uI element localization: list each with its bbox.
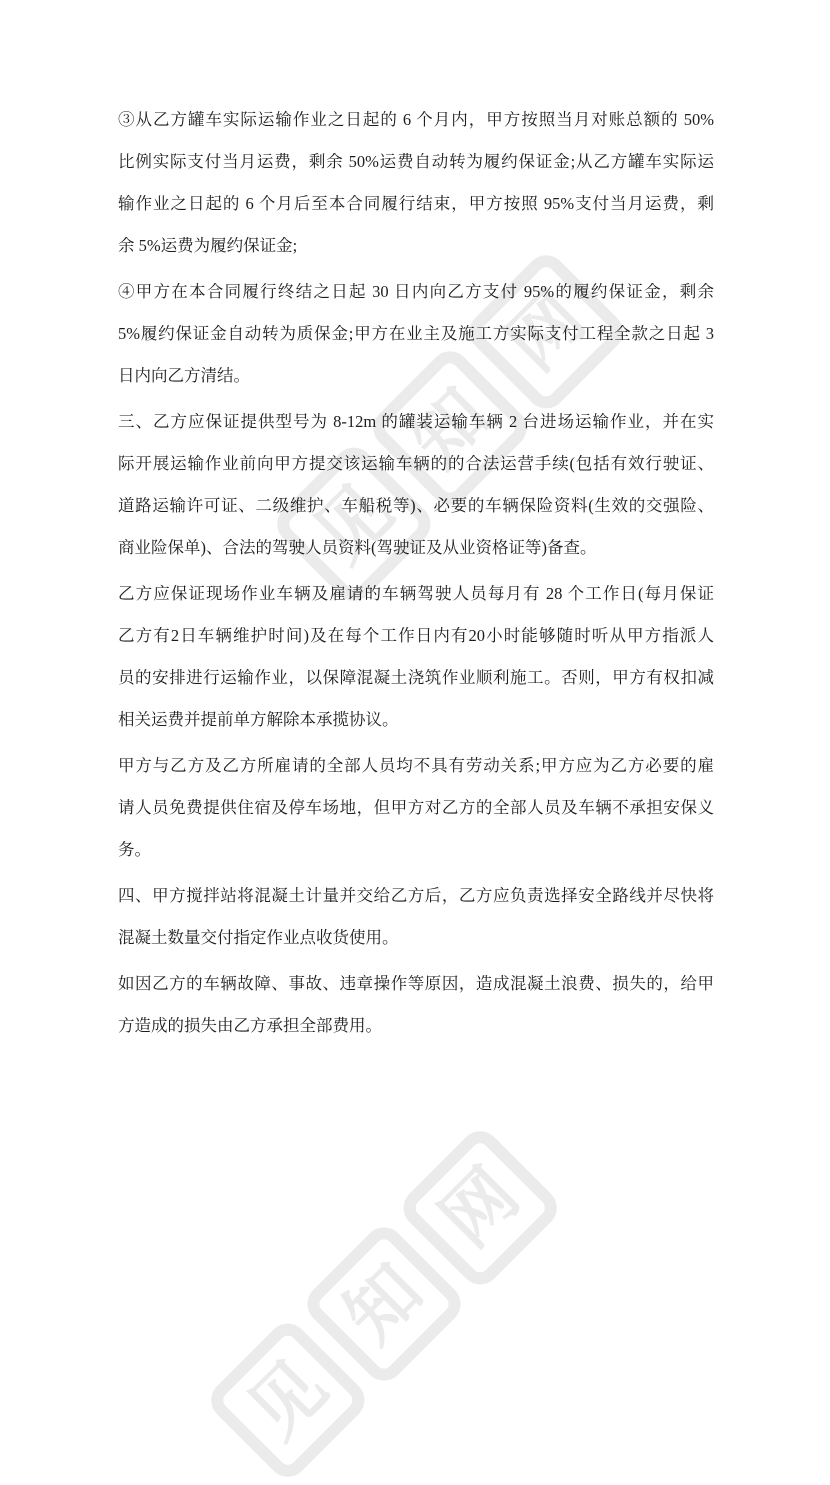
paragraph-line: 5%履约保证金自动转为质保金;甲方在业主及施工方实际支付工程全款之日起 3 bbox=[118, 324, 714, 343]
paragraph-line: 四、甲方搅拌站将混凝土计量并交给乙方后，乙方应负责选择安全路线并尽快将 bbox=[118, 886, 714, 905]
watermark-tile: 网 bbox=[395, 1123, 565, 1293]
paragraph bbox=[118, 401, 714, 569]
watermark-bottom bbox=[203, 1123, 565, 1485]
paragraph-line: 道路运输许可证、二级维护、车船税等)、必要的车辆保险资料(生效的交强险、 bbox=[118, 496, 714, 515]
paragraph-line: 务。 bbox=[118, 840, 151, 859]
paragraph-line: 商业险保单)、合法的驾驶人员资料(驾驶证及从业资格证等)备查。 bbox=[118, 538, 597, 557]
watermark-tile: 见 bbox=[203, 1315, 373, 1485]
watermark-tile: 知 bbox=[299, 1219, 469, 1389]
paragraph-line: 三、乙方应保证提供型号为 8-12m 的罐装运输车辆 2 台进场运输作业，并在实 bbox=[118, 412, 714, 431]
paragraph-line: 方造成的损失由乙方承担全部费用。 bbox=[118, 1016, 382, 1035]
paragraph bbox=[118, 271, 714, 397]
paragraph-line: 比例实际支付当月运费，剩余 50%运费自动转为履约保证金;从乙方罐车实际运 bbox=[118, 152, 714, 171]
paragraph-line: 混凝土数量交付指定作业点收货使用。 bbox=[118, 928, 399, 947]
paragraph-line: ④甲方在本合同履行终结之日起 30 日内向乙方支付 95%的履约保证金，剩余 bbox=[118, 282, 714, 301]
watermark-tile: 见 bbox=[269, 439, 439, 609]
paragraph-line: 输作业之日起的 6 个月后至本合同履行结束，甲方按照 95%支付当月运费，剩 bbox=[118, 194, 714, 213]
paragraph-line: 际开展运输作业前向甲方提交该运输车辆的的合法运营手续(包括有效行驶证、 bbox=[118, 454, 714, 473]
paragraph-line: 乙方有2日车辆维护时间)及在每个工作日内有20小时能够随时听从甲方指派人 bbox=[118, 626, 714, 645]
paragraph bbox=[118, 573, 714, 741]
paragraph-line: 相关运费并提前单方解除本承揽协议。 bbox=[118, 710, 399, 729]
paragraph bbox=[118, 745, 714, 871]
paragraph-line: 甲方与乙方及乙方所雇请的全部人员均不具有劳动关系;甲方应为乙方必要的雇 bbox=[118, 756, 714, 775]
paragraph bbox=[118, 875, 714, 959]
paragraph bbox=[118, 963, 714, 1047]
watermark-tile: 知 bbox=[365, 343, 535, 513]
contract-text bbox=[118, 99, 714, 1051]
paragraph-line: 乙方应保证现场作业车辆及雇请的车辆驾驶人员每月有 28 个工作日(每月保证 bbox=[118, 584, 714, 603]
paragraph-line: 员的安排进行运输作业，以保障混凝土浇筑作业顺利施工。否则，甲方有权扣减 bbox=[118, 668, 714, 687]
paragraph-line: 请人员免费提供住宿及停车场地，但甲方对乙方的全部人员及车辆不承担安保义 bbox=[118, 798, 714, 817]
paragraph-line: 余 5%运费为履约保证金; bbox=[118, 236, 298, 255]
watermark-tile: 网 bbox=[461, 247, 631, 417]
paragraph-line: 日内向乙方清结。 bbox=[118, 366, 250, 385]
paragraph-line: ③从乙方罐车实际运输作业之日起的 6 个月内，甲方按照当月对账总额的 50% bbox=[118, 110, 714, 129]
paragraph bbox=[118, 99, 714, 267]
paragraph-line: 如因乙方的车辆故障、事故、违章操作等原因，造成混凝土浪费、损失的，给甲 bbox=[118, 974, 714, 993]
